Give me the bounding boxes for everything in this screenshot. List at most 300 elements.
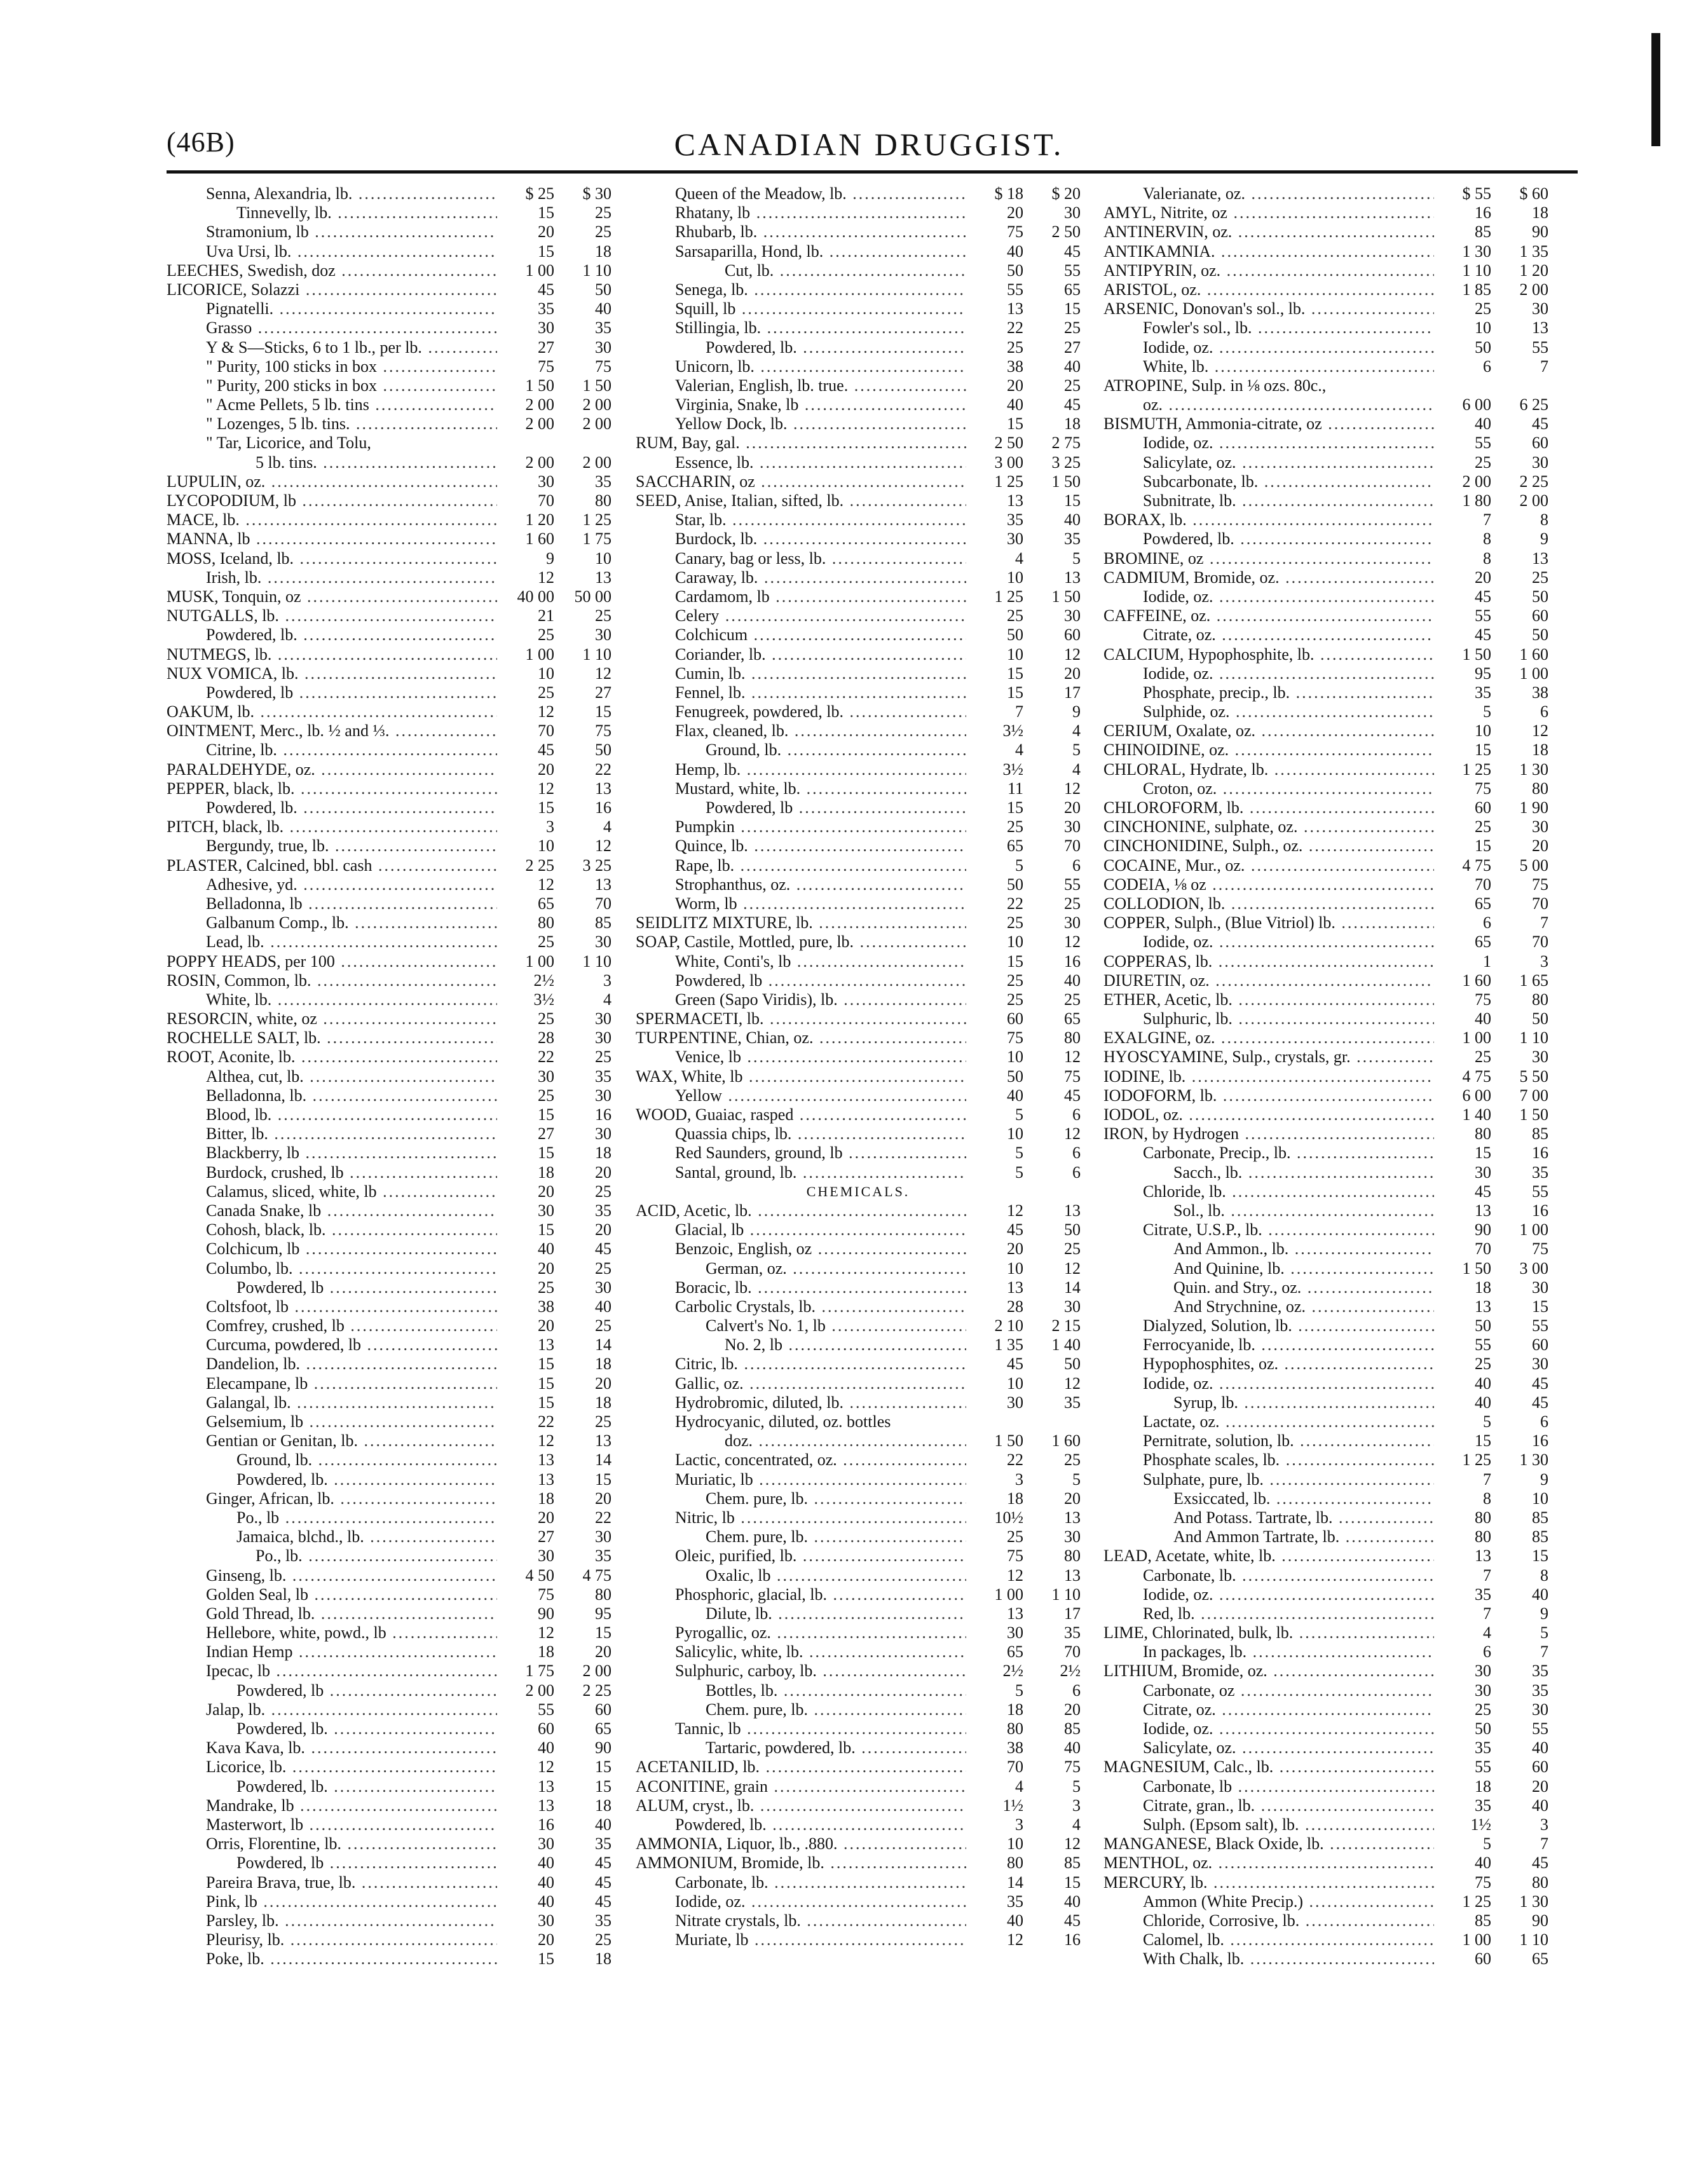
price-low: 15 — [498, 1355, 554, 1374]
item-name: CADMIUM, Bromide, oz. ..... — [1103, 568, 1434, 587]
price-high: 45 — [595, 1892, 611, 1911]
price-column-3 — [1103, 184, 1548, 1969]
price-high: 13 — [1532, 549, 1548, 568]
item-name: Ammon (White Precip.) ..... — [1143, 1892, 1434, 1911]
price-high: 13 — [1064, 1508, 1081, 1527]
price-row — [636, 395, 1081, 414]
price-row — [167, 1757, 611, 1777]
price-low: 8 — [1435, 549, 1491, 568]
item-name: Powdered, lb ..... — [675, 971, 966, 990]
item-name: " Tar, Licorice, and Tolu, — [206, 433, 371, 453]
price-row — [636, 299, 1081, 318]
price-high: 1 35 — [1519, 242, 1548, 261]
price-high: 1 50 — [1051, 472, 1081, 491]
item-name: Burdock, lb. ..... — [675, 529, 966, 549]
price-low: 7 — [967, 702, 1023, 721]
price-low: 13 — [967, 1604, 1023, 1623]
price-high: 35 — [595, 1834, 611, 1853]
price-row — [167, 491, 611, 510]
item-name: Senega, lb. ..... — [675, 280, 966, 299]
price-high: 40 — [1532, 1738, 1548, 1757]
price-high: 30 — [1532, 1700, 1548, 1719]
item-name: BORAX, lb. ..... — [1103, 510, 1434, 529]
price-high: 45 — [595, 1873, 611, 1892]
item-name: Pumpkin ..... — [675, 817, 966, 836]
price-row — [636, 1220, 1081, 1239]
price-high: 90 — [595, 1738, 611, 1757]
price-row — [1103, 702, 1548, 721]
price-low: 45 — [967, 1355, 1023, 1374]
price-row — [636, 1642, 1081, 1662]
item-name: Citrate, gran., lb. ..... — [1143, 1796, 1434, 1815]
price-row — [636, 568, 1081, 587]
item-name: Golden Seal, lb ..... — [206, 1585, 497, 1604]
item-name: IRON, by Hydrogen ..... — [1103, 1124, 1434, 1143]
price-high: 15 — [1064, 491, 1081, 510]
price-row — [1103, 952, 1548, 971]
price-row — [167, 1527, 611, 1546]
price-low: 22 — [967, 1450, 1023, 1470]
item-name: Tartaric, powdered, lb. ..... — [706, 1738, 966, 1757]
item-name: Virginia, Snake, lb ..... — [675, 395, 966, 414]
item-name: POPPY HEADS, per 100 ..... — [167, 952, 497, 971]
price-low: 27 — [498, 1527, 554, 1546]
price-low: 8 — [1435, 529, 1491, 549]
item-name: TURPENTINE, Chian, oz. ..... — [636, 1028, 966, 1048]
price-row — [1103, 1450, 1548, 1470]
price-row — [167, 414, 611, 433]
price-high: $ 20 — [1051, 184, 1081, 203]
price-row — [1103, 894, 1548, 913]
price-low: 13 — [498, 1470, 554, 1489]
price-low: 25 — [1435, 1355, 1491, 1374]
item-name: Oleic, purified, lb. ..... — [675, 1546, 966, 1566]
price-row — [1103, 1949, 1548, 1969]
price-high: 18 — [1064, 414, 1081, 433]
price-row — [1103, 1009, 1548, 1028]
item-name: Lactate, oz. ..... — [1143, 1412, 1434, 1431]
price-high: 40 — [595, 1297, 611, 1316]
item-name: Curcuma, powdered, lb ..... — [206, 1335, 497, 1355]
price-row — [636, 1028, 1081, 1048]
price-row — [1103, 222, 1548, 242]
price-row — [167, 1719, 611, 1738]
price-high: 30 — [595, 1086, 611, 1105]
item-name: Powdered, lb ..... — [236, 1278, 497, 1297]
price-high: 3 — [1540, 952, 1548, 971]
price-high: 1 50 — [582, 376, 611, 395]
price-high: 45 — [595, 1853, 611, 1873]
price-low: 22 — [967, 894, 1023, 913]
price-row — [167, 472, 611, 491]
price-row — [636, 222, 1081, 242]
price-high: 20 — [595, 1374, 611, 1393]
price-high: 1 10 — [1519, 1930, 1548, 1949]
item-name: White, lb. ..... — [1143, 357, 1434, 376]
price-low: 30 — [498, 1834, 554, 1853]
price-low: 38 — [967, 1738, 1023, 1757]
price-low: 15 — [498, 1143, 554, 1163]
price-high: 7 00 — [1519, 1086, 1548, 1105]
item-name: Mustard, white, lb. ..... — [675, 779, 966, 798]
price-low: 13 — [498, 1450, 554, 1470]
price-high: 80 — [595, 1585, 611, 1604]
price-low: 45 — [1435, 587, 1491, 606]
item-name: German, oz. ..... — [706, 1259, 966, 1278]
price-low: 1 30 — [1435, 242, 1491, 261]
item-name: WOOD, Guaiac, rasped ..... — [636, 1105, 966, 1124]
price-high: 1 60 — [1051, 1431, 1081, 1450]
price-high: 30 — [1532, 453, 1548, 472]
item-name: MANNA, lb ..... — [167, 529, 497, 549]
price-low: 8 — [1435, 1489, 1491, 1508]
item-name: Jamaica, blchd., lb. ..... — [236, 1527, 497, 1546]
price-low: 55 — [967, 280, 1023, 299]
item-name: Canary, bag or less, lb. ..... — [675, 549, 966, 568]
price-low: 15 — [498, 242, 554, 261]
item-name: ACONITINE, grain ..... — [636, 1777, 966, 1796]
price-row — [1103, 1316, 1548, 1335]
price-high: 12 — [1064, 645, 1081, 664]
price-row — [167, 760, 611, 779]
price-low: 10 — [1435, 721, 1491, 741]
price-row — [636, 261, 1081, 280]
item-name: Salicylate, oz. ..... — [1143, 453, 1434, 472]
price-low: 50 — [1435, 1316, 1491, 1335]
price-high: 6 — [1072, 1163, 1081, 1182]
price-row — [167, 1009, 611, 1028]
price-low: 50 — [967, 261, 1023, 280]
price-high: 30 — [595, 1527, 611, 1546]
price-low: 20 — [498, 760, 554, 779]
price-low: 1 20 — [498, 510, 554, 529]
price-high: 10 — [595, 549, 611, 568]
price-row — [636, 798, 1081, 817]
item-name: Exsiccated, lb. ..... — [1173, 1489, 1434, 1508]
price-row — [636, 1681, 1081, 1700]
price-high: 13 — [595, 1431, 611, 1450]
item-name: Red, lb. ..... — [1143, 1604, 1434, 1623]
item-name: Canada Snake, lb ..... — [206, 1201, 497, 1220]
price-high: 9 — [1540, 1604, 1548, 1623]
item-name: Rhubarb, lb. ..... — [675, 222, 966, 242]
item-name: Dandelion, lb. ..... — [206, 1355, 497, 1374]
price-row — [1103, 1374, 1548, 1393]
price-high: 2 25 — [582, 1681, 611, 1700]
price-row — [636, 1700, 1081, 1719]
item-name: Valerian, English, lb. true. ..... — [675, 376, 966, 395]
item-name: Bergundy, true, lb. ..... — [206, 836, 497, 856]
price-high: 20 — [1532, 1777, 1548, 1796]
price-row — [636, 184, 1081, 203]
price-row — [167, 1738, 611, 1757]
price-low: 80 — [1435, 1124, 1491, 1143]
price-row — [167, 875, 611, 894]
price-row — [167, 1028, 611, 1048]
price-low: 25 — [498, 625, 554, 645]
item-name: Indian Hemp ..... — [206, 1642, 497, 1662]
price-low: 3 — [498, 817, 554, 836]
item-name: Senna, Alexandria, lb. ..... — [206, 184, 497, 203]
item-name: Gelsemium, lb ..... — [206, 1412, 497, 1431]
price-row — [167, 1220, 611, 1239]
price-low: 5 — [967, 1681, 1023, 1700]
price-high: 16 — [1064, 952, 1081, 971]
price-row — [1103, 395, 1548, 414]
price-row — [636, 932, 1081, 952]
item-name: ACID, Acetic, lb. ..... — [636, 1201, 966, 1220]
price-low: 1 75 — [498, 1662, 554, 1681]
price-low: 85 — [1435, 1911, 1491, 1930]
price-high: 3 25 — [582, 856, 611, 875]
item-name: Blackberry, lb ..... — [206, 1143, 497, 1163]
price-high: 20 — [595, 1163, 611, 1182]
price-row — [1103, 683, 1548, 702]
price-row — [636, 529, 1081, 549]
price-low: 75 — [498, 357, 554, 376]
item-name: Powdered, lb. ..... — [236, 1777, 497, 1796]
item-name: oz. ..... — [1143, 395, 1434, 414]
item-name: Unicorn, lb. ..... — [675, 357, 966, 376]
price-high: 35 — [595, 1911, 611, 1930]
item-name: Muriate, lb ..... — [675, 1930, 966, 1949]
item-name: COCAINE, Mur., oz. ..... — [1103, 856, 1434, 875]
item-name: Iodide, oz. ..... — [1143, 587, 1434, 606]
item-name: Sulphate, pure, lb. ..... — [1143, 1470, 1434, 1489]
item-name: Carbonate, lb. ..... — [675, 1873, 966, 1892]
price-row — [167, 664, 611, 683]
item-name: And Quinine, lb. ..... — [1173, 1259, 1434, 1278]
price-row — [636, 1719, 1081, 1738]
price-high: 25 — [595, 1412, 611, 1431]
price-row — [1103, 1182, 1548, 1201]
price-low: 10 — [498, 836, 554, 856]
price-low: 10 — [967, 645, 1023, 664]
price-low: 10 — [967, 1834, 1023, 1853]
item-name: Gold Thread, lb. ..... — [206, 1604, 497, 1623]
price-high: 6 — [1540, 702, 1548, 721]
price-high: 2 00 — [582, 395, 611, 414]
price-high: 7 — [1540, 913, 1548, 932]
price-low: 85 — [1435, 222, 1491, 242]
price-high: 13 — [1532, 318, 1548, 338]
price-row — [1103, 760, 1548, 779]
item-name: SEED, Anise, Italian, sifted, lb. ..... — [636, 491, 966, 510]
price-row — [167, 779, 611, 798]
price-high: 12 — [1064, 932, 1081, 952]
price-row — [167, 1182, 611, 1201]
price-low: 1 25 — [1435, 760, 1491, 779]
price-row — [167, 1546, 611, 1566]
price-high: 40 — [1064, 1738, 1081, 1757]
item-name: NUTGALLS, lb. ..... — [167, 606, 497, 625]
price-low: 1 25 — [967, 472, 1023, 491]
price-row — [636, 1489, 1081, 1508]
price-high: 35 — [1064, 1623, 1081, 1642]
price-low: 2 00 — [498, 414, 554, 433]
price-low: 35 — [1435, 1585, 1491, 1604]
price-high: 30 — [1064, 203, 1081, 222]
price-high: 55 — [1532, 1719, 1548, 1738]
price-low: 35 — [967, 510, 1023, 529]
price-high: 45 — [1064, 1911, 1081, 1930]
price-high: 14 — [595, 1450, 611, 1470]
price-low: 15 — [498, 203, 554, 222]
item-name: 5 lb. tins. ..... — [256, 453, 497, 472]
item-name: NUX VOMICA, lb. ..... — [167, 664, 497, 683]
item-name: MAGNESIUM, Calc., lb. ..... — [1103, 1757, 1434, 1777]
price-row — [167, 242, 611, 261]
item-name: Quince, lb. ..... — [675, 836, 966, 856]
price-high: 35 — [595, 472, 611, 491]
price-high: 16 — [1532, 1431, 1548, 1450]
item-name: And Ammon Tartrate, lb. ..... — [1173, 1527, 1434, 1546]
price-row — [167, 1911, 611, 1930]
item-name: LITHIUM, Bromide, oz. ..... — [1103, 1662, 1434, 1681]
price-high: 70 — [595, 894, 611, 913]
item-name: PITCH, black, lb. ..... — [167, 817, 497, 836]
item-name: LYCOPODIUM, lb ..... — [167, 491, 497, 510]
price-high: 14 — [595, 1335, 611, 1355]
price-row — [636, 645, 1081, 664]
price-row — [167, 1335, 611, 1355]
price-high: 22 — [595, 760, 611, 779]
price-low: 4 — [967, 1777, 1023, 1796]
price-low: 3 — [967, 1470, 1023, 1489]
price-high: 35 — [1064, 1393, 1081, 1412]
price-high: 16 — [595, 798, 611, 817]
price-low: 15 — [967, 664, 1023, 683]
price-high: 85 — [1064, 1719, 1081, 1738]
item-name: Tinnevelly, lb. ..... — [236, 203, 497, 222]
price-high: 30 — [1532, 299, 1548, 318]
price-high: 80 — [1532, 990, 1548, 1009]
price-low: 12 — [967, 1201, 1023, 1220]
price-row — [167, 817, 611, 836]
price-row — [167, 1892, 611, 1911]
price-row — [1103, 1527, 1548, 1546]
item-name: Powdered, lb. ..... — [206, 798, 497, 817]
price-row — [1103, 932, 1548, 952]
price-row — [1103, 357, 1548, 376]
price-row — [167, 683, 611, 702]
price-low: 18 — [967, 1489, 1023, 1508]
price-high: 18 — [1532, 741, 1548, 760]
item-name: MUSK, Tonquin, oz ..... — [167, 587, 497, 606]
price-row — [167, 280, 611, 299]
item-name: Carbonate, lb. ..... — [1143, 1566, 1434, 1585]
price-high: 30 — [1064, 606, 1081, 625]
page-edge-bar — [1651, 33, 1660, 146]
price-high: 50 — [1064, 1355, 1081, 1374]
price-row — [636, 990, 1081, 1009]
price-low: 4 75 — [1435, 1067, 1491, 1086]
price-low: 1 85 — [1435, 280, 1491, 299]
price-row — [167, 836, 611, 856]
price-high: 30 — [1532, 817, 1548, 836]
price-high: 30 — [595, 1009, 611, 1028]
price-row — [1103, 836, 1548, 856]
item-name: ROCHELLE SALT, lb. ..... — [167, 1028, 497, 1048]
price-high: 12 — [1064, 1374, 1081, 1393]
price-high: 45 — [1532, 1393, 1548, 1412]
price-row — [636, 1585, 1081, 1604]
price-row — [167, 1853, 611, 1873]
price-low: 35 — [967, 1892, 1023, 1911]
item-name: AMMONIA, Liquor, lb., .880. ..... — [636, 1834, 966, 1853]
price-low: 20 — [498, 1930, 554, 1949]
price-row — [636, 1393, 1081, 1412]
price-high: 1 90 — [1519, 798, 1548, 817]
price-high: 18 — [595, 1393, 611, 1412]
price-low: 50 — [967, 625, 1023, 645]
price-high: 35 — [1064, 529, 1081, 549]
item-name: Ground, lb. ..... — [236, 1450, 497, 1470]
price-row — [167, 1163, 611, 1182]
price-high: 25 — [1064, 894, 1081, 913]
price-high: 40 — [1064, 510, 1081, 529]
price-row — [636, 1470, 1081, 1489]
price-high: 3 — [603, 971, 611, 990]
item-name: Caraway, lb. ..... — [675, 568, 966, 587]
price-low: 18 — [498, 1642, 554, 1662]
price-row — [636, 318, 1081, 338]
price-low: 14 — [967, 1873, 1023, 1892]
item-name: Muriatic, lb ..... — [675, 1470, 966, 1489]
price-row — [636, 1374, 1081, 1393]
price-row — [1103, 491, 1548, 510]
item-name: Y & S—Sticks, 6 to 1 lb., per lb. ..... — [206, 338, 497, 357]
price-low: 15 — [967, 952, 1023, 971]
price-high: 45 — [1532, 414, 1548, 433]
item-name: Powdered, lb. ..... — [236, 1719, 497, 1738]
price-row — [167, 645, 611, 664]
item-name: Star, lb. ..... — [675, 510, 966, 529]
price-high: 1 10 — [582, 645, 611, 664]
item-name: MERCURY, lb. ..... — [1103, 1873, 1434, 1892]
item-name: Parsley, lb. ..... — [206, 1911, 497, 1930]
price-high: 6 — [1072, 856, 1081, 875]
item-name: Powdered, lb. ..... — [675, 1815, 966, 1834]
price-low: 35 — [1435, 1738, 1491, 1757]
price-low: 95 — [1435, 664, 1491, 683]
price-low: 45 — [1435, 625, 1491, 645]
price-high: 27 — [1064, 338, 1081, 357]
price-row — [636, 1009, 1081, 1028]
price-row — [1103, 1681, 1548, 1700]
price-row — [1103, 664, 1548, 683]
item-name: Gallic, oz. ..... — [675, 1374, 966, 1393]
price-low: 30 — [498, 318, 554, 338]
item-name: Ginger, African, lb. ..... — [206, 1489, 497, 1508]
price-high: 55 — [1064, 875, 1081, 894]
price-low: 20 — [498, 1316, 554, 1335]
price-low: 25 — [967, 817, 1023, 836]
price-row — [167, 856, 611, 875]
item-name: Iodide, oz. ..... — [1143, 1374, 1434, 1393]
price-low: 10 — [967, 1259, 1023, 1278]
price-high: 60 — [1064, 625, 1081, 645]
price-low: 70 — [1435, 1239, 1491, 1259]
price-row — [636, 1853, 1081, 1873]
price-low: 1½ — [967, 1796, 1023, 1815]
item-name: Chem. pure, lb. ..... — [706, 1700, 966, 1719]
item-name: PEPPER, black, lb. ..... — [167, 779, 497, 798]
item-name: Sarsaparilla, Hond, lb. ..... — [675, 242, 966, 261]
price-high: 70 — [1532, 932, 1548, 952]
price-high: 5 — [1072, 1470, 1081, 1489]
price-high: 50 — [1532, 1009, 1548, 1028]
